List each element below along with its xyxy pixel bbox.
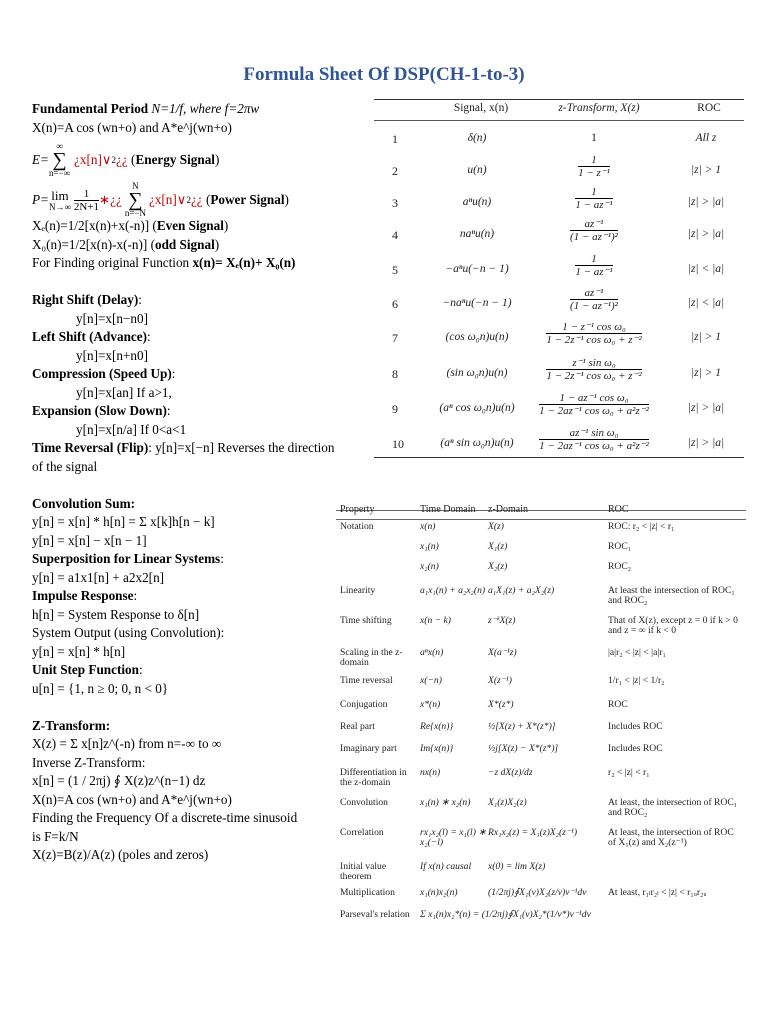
signal-cell: u(n) <box>467 164 487 176</box>
z-transform-properties-table <box>336 500 746 936</box>
even-signal: Xₑ(n)=1/2[x(n)+x(-n)] (Even Signal) <box>32 218 229 233</box>
z-domain-cell: X₂(z) <box>488 561 508 572</box>
time-domain-cell: Re{x(n)} <box>420 721 454 732</box>
table2-header-property: Property <box>340 504 375 515</box>
roc-cell: |z| > |a| <box>687 228 725 240</box>
signal-cell: −naⁿu(−n − 1) <box>442 297 512 309</box>
z-domain-cell: X*(z*) <box>488 699 514 710</box>
table-row <box>374 186 744 219</box>
sum-symbol: N ∑ n=−N <box>124 181 146 218</box>
time-domain-cell: x₁(n)x₂(n) <box>420 887 458 898</box>
table-row <box>374 154 744 187</box>
page-title: Formula Sheet Of DSP(CH-1-to-3) <box>243 64 525 85</box>
compression: Compression (Speed Up): <box>32 366 176 381</box>
row-number: 1 <box>392 132 398 146</box>
roc-cell: |a|r₂ < |z| < |a|r₁ <box>608 647 666 658</box>
ztransform-cell: $\frac{\text{az⁻¹}}{\text{(1 − az⁻¹)²}}$ <box>570 287 618 312</box>
roc-cell: |z| > 1 <box>690 331 722 343</box>
z-domain-cell: z⁻ᵏX(z) <box>488 615 516 626</box>
left-shift: Left Shift (Advance): <box>32 329 151 344</box>
table-row <box>374 357 744 390</box>
property-cell: Notation <box>340 521 374 532</box>
table-row <box>374 218 744 251</box>
roc-cell: ROC: r₂ < |z| < r₁ <box>608 521 675 532</box>
roc-cell: |z| < |a| <box>687 263 725 275</box>
ztransform-cell: $\frac{\text{1 − az⁻¹ cos ω₀}}{\text{1 − 2az⁻¹ cos ω₀ + a²z⁻²}}$ <box>539 392 649 417</box>
time-domain-cell: aⁿx(n) <box>420 647 444 658</box>
time-domain-cell: x₁(n) <box>420 541 439 552</box>
time-domain-cell: nx(n) <box>420 767 441 778</box>
z-domain-cell: X(z) <box>488 521 504 532</box>
frequency-text: Finding the Frequency Of a discrete-time sinusoid <box>32 810 298 825</box>
table1-header-signal: Signal, x(n) <box>453 102 509 114</box>
table-row <box>374 321 744 354</box>
ztransform-cell: $\frac{\text{z⁻¹ sin ω₀}}{\text{1 − 2z⁻¹ cos ω₀ + z⁻²}}$ <box>546 357 642 382</box>
row-number: 5 <box>392 263 398 277</box>
ztransform-cell: $\frac{1}{\text{1 − az⁻¹}}$ <box>575 253 613 278</box>
property-cell: Parseval's relation <box>340 909 410 920</box>
z-transform-pairs-table <box>374 96 744 458</box>
roc-cell: 1/r₁ < |z| < 1/r₂ <box>608 675 665 686</box>
property-cell: Imaginary part <box>340 743 397 754</box>
roc-cell: |z| < |a| <box>687 297 725 309</box>
roc-cell: At least, the intersection of ROC₁ and ROC₂ <box>608 797 738 818</box>
z-domain-cell: a₁X₁(z) + a₂X₂(z) <box>488 585 555 596</box>
roc-cell: Includes ROC <box>608 721 663 732</box>
z-domain-cell: (1/2πj)∮X₁(v)X₂(z/v)v⁻¹dv <box>488 887 587 898</box>
signal-cell: (cos ω₀n)u(n) <box>445 331 509 343</box>
table-row <box>374 287 744 320</box>
property-cell: Conjugation <box>340 699 388 710</box>
right-shift: Right Shift (Delay): <box>32 292 142 307</box>
roc-cell: |z| > 1 <box>690 367 722 379</box>
formula-column: Fundamental Period N=1/f, where f=2πw X(n)=A cos (wn+o) and A*e^j(wn+o) E= ∞ ∑ n=−∞ ¿x[n]∨ 2 ¿¿ ( Energy Signal ) P= lim N→∞ $\frac{1}{2N+1}$ ∗¿¿ N ∑ n=−N ¿x[n]∨ 2 ¿¿ ( Power Signal ) Xₑ(n)=1/2[x(n)+x(-n)] (Even Signal) X₀(n)=1/2[x(n)-x(-n)] (odd Signal) For Finding original Function x(n)= Xₑ(n)+ X₀(n) Right Shift (Delay): y[n]=x[n−n0] Left Shift (Advance): y[n]=x[n+n0] Compression (Speed Up): y[n]=x[an] If a>1, Expansion (Slow Down): y[n]=x[n/a] If 0<a<1 Time Reversal (Flip): y[n]=x[−n] Reverses the direction of the signal Convolution Sum: y[n] = x[n] * h[n] = Σ x[k]h[n − k] y[n] = x[n] − x[n − 1] Superposition for Linear Systems: y[n] = a1x1[n] + a2x2[n] Impulse Response: h[n] = System Response to δ[n] System Output (using Convolution): y[n] = x[n] * h[n] Unit Step Function: u[n] = {1, n ≥ 0; 0, n < 0} Z-Transform: X(z) = Σ x[n]z^(-n) from n=-∞ to ∞ Inverse Z-Transform: x[n] = (1 / 2πj) ∮ X(z)z^(n−1) dz X(n)=A cos (wn+o) and A*e^j(wn+o) Finding the Frequency Of a discrete-time sinusoid is F=k/N X(z)=B(z)/A(z) (poles and zeros) <box>32 100 352 865</box>
table-row <box>374 122 744 155</box>
property-cell: Correlation <box>340 827 384 838</box>
energy-signal-formula: E= ∞ ∑ n=−∞ ¿x[n]∨ 2 ¿¿ ( Energy Signal ) <box>32 141 220 178</box>
time-domain-cell: Im{x(n)} <box>420 743 454 754</box>
roc-cell: |z| > |a| <box>687 402 725 414</box>
impulse-response: Impulse Response: <box>32 588 138 603</box>
time-domain-cell: x(−n) <box>420 675 442 686</box>
roc-cell: At least, the intersection of ROC of X₁(z) and X₂(z⁻¹) <box>608 827 734 848</box>
convolution-sum: Convolution Sum: <box>32 495 135 511</box>
z-domain-cell: ½j[X(z) − X*(z*)] <box>488 743 559 754</box>
roc-cell: |z| > |a| <box>687 437 725 449</box>
time-domain-cell: If x(n) causal <box>420 861 472 872</box>
z-domain-cell: X(z⁻¹) <box>488 675 512 686</box>
z-domain-cell: X₁(z) <box>488 541 508 552</box>
roc-cell: |z| > 1 <box>690 164 722 176</box>
table-row <box>374 392 744 425</box>
row-number: 3 <box>392 196 398 210</box>
roc-cell: ROC₁ <box>608 541 632 552</box>
ztransform-cell: 1 <box>591 132 597 144</box>
property-cell: Time reversal <box>340 675 393 686</box>
ztransform-cell: $\frac{\text{az⁻¹ sin ω₀}}{\text{1 − 2az⁻¹ cos ω₀ + a²z⁻²}}$ <box>539 427 649 452</box>
property-cell: Linearity <box>340 585 376 596</box>
roc-cell: ROC₂ <box>608 561 632 572</box>
table2-header-time: Time Domain <box>420 504 476 515</box>
time-reversal: Time Reversal (Flip): y[n]=x[−n] Reverses the direction <box>32 440 335 455</box>
sum-symbol: ∞ ∑ n=−∞ <box>48 141 71 178</box>
time-domain-cell: Σ x₁(n)x₂*(n) = (1/2πj)∮X₁(v)X₂*(1/v*)v⁻¹dv <box>420 909 591 920</box>
roc-cell: r₂ < |z| < r₁ <box>608 767 650 778</box>
expansion: Expansion (Slow Down): <box>32 403 171 418</box>
poles-zeros: X(z)=B(z)/A(z) (poles and zeros) <box>32 847 209 862</box>
property-cell: Convolution <box>340 797 388 808</box>
system-output: System Output (using Convolution): <box>32 625 225 640</box>
time-domain-cell: x(n) <box>420 521 436 532</box>
z-domain-cell: ½[X(z) + X*(z*)] <box>488 721 556 732</box>
signal-cell: (aⁿ sin ω₀n)u(n) <box>440 437 514 449</box>
property-cell: Real part <box>340 721 375 732</box>
time-domain-cell: x₂(n) <box>420 561 439 572</box>
ztransform-cell: $\frac{\text{az⁻¹}}{\text{(1 − az⁻¹)²}}$ <box>570 218 618 243</box>
roc-cell: |z| > |a| <box>687 196 725 208</box>
inverse-z-transform: Inverse Z-Transform: <box>32 754 146 770</box>
table1-header-roc: ROC <box>697 102 721 114</box>
table2-header-z: z-Domain <box>488 504 528 515</box>
property-cell: Time shifting <box>340 615 392 626</box>
table-row <box>374 253 744 286</box>
property-cell: Multiplication <box>340 887 395 898</box>
time-domain-cell: rx₁x₂(l) = x₁(l) ∗ x₂(−l) <box>420 827 487 848</box>
z-domain-cell: −z dX(z)/dz <box>488 767 533 778</box>
time-domain-cell: x(n − k) <box>420 615 451 626</box>
row-number: 9 <box>392 402 398 416</box>
row-number: 8 <box>392 367 398 381</box>
signal-cell: naⁿu(n) <box>459 228 495 240</box>
row-number: 2 <box>392 164 398 178</box>
z-domain-cell: Rx₁x₂(z) = X₁(z)X₂(z⁻¹) <box>488 827 578 838</box>
property-cell: Differentiation in the z-domain <box>340 767 407 788</box>
ztransform-cell: $\frac{1}{\text{1 − az⁻¹}}$ <box>575 186 613 211</box>
power-fraction: $\frac{1}{2N+1}$ <box>73 187 100 213</box>
row-number: 6 <box>392 297 398 311</box>
z-domain-cell: x(0) = lim X(z) <box>488 861 546 872</box>
roc-cell: That of X(z), except z = 0 if k > 0 and z = ∞ if k < 0 <box>608 615 738 636</box>
roc-cell: Includes ROC <box>608 743 663 754</box>
unit-step: Unit Step Function: <box>32 662 143 677</box>
row-number: 7 <box>392 331 398 345</box>
signal-cell: (aⁿ cos ω₀n)u(n) <box>439 402 515 414</box>
power-signal-formula: P= lim N→∞ $\frac{1}{2N+1}$ ∗¿¿ N ∑ n=−N ¿x[n]∨ 2 ¿¿ ( Power Signal ) <box>32 181 289 218</box>
property-cell: Initial value theorem <box>340 861 387 882</box>
time-domain-cell: x*(n) <box>420 699 441 710</box>
z-transform: Z-Transform: <box>32 717 111 733</box>
roc-cell: At least, r₁ₗr₂ₗ < |z| < r₁ᵤr₂ᵤ <box>608 887 707 898</box>
table-row <box>374 427 744 460</box>
table1-header-ztransform: z-Transform, X(z) <box>558 102 640 114</box>
odd-signal: X₀(n)=1/2[x(n)-x(-n)] (odd Signal) <box>32 236 220 252</box>
original-function: For Finding original Function x(n)= Xₑ(n)+ X₀(n) <box>32 255 296 270</box>
signal-cell: δ(n) <box>467 132 487 144</box>
property-cell: Scaling in the z-domain <box>340 647 403 668</box>
z-domain-cell: X(a⁻¹z) <box>488 647 517 658</box>
roc-cell: At least the intersection of ROC₁ and ROC₂ <box>608 585 735 606</box>
row-number: 10 <box>392 437 404 451</box>
z-domain-cell: X₁(z)X₂(z) <box>488 797 527 808</box>
row-number: 4 <box>392 228 398 242</box>
roc-cell: All z <box>695 132 717 144</box>
ztransform-cell: $\frac{\text{1 − z⁻¹ cos ω₀}}{\text{1 − 2z⁻¹ cos ω₀ + z⁻²}}$ <box>546 321 642 346</box>
fundamental-period: Fundamental Period N=1/f, where f=2πw <box>32 101 260 116</box>
signal-cell: (sin ω₀n)u(n) <box>446 367 508 379</box>
time-domain-cell: x₁(n) ∗ x₂(n) <box>420 797 471 808</box>
signal-cell: aⁿu(n) <box>462 196 492 208</box>
time-domain-cell: a₁x₁(n) + a₂x₂(n) <box>420 585 486 596</box>
signal-cell: −aⁿu(−n − 1) <box>445 263 509 275</box>
superposition: Superposition for Linear Systems: <box>32 551 224 566</box>
table2-header-roc: ROC <box>608 504 629 515</box>
fundamental-line2: X(n)=A cos (wn+o) and A*e^j(wn+o) <box>32 119 232 135</box>
ztransform-cell: $\frac{1}{\text{1 − z⁻¹}}$ <box>578 154 610 179</box>
roc-cell: ROC <box>608 699 628 710</box>
